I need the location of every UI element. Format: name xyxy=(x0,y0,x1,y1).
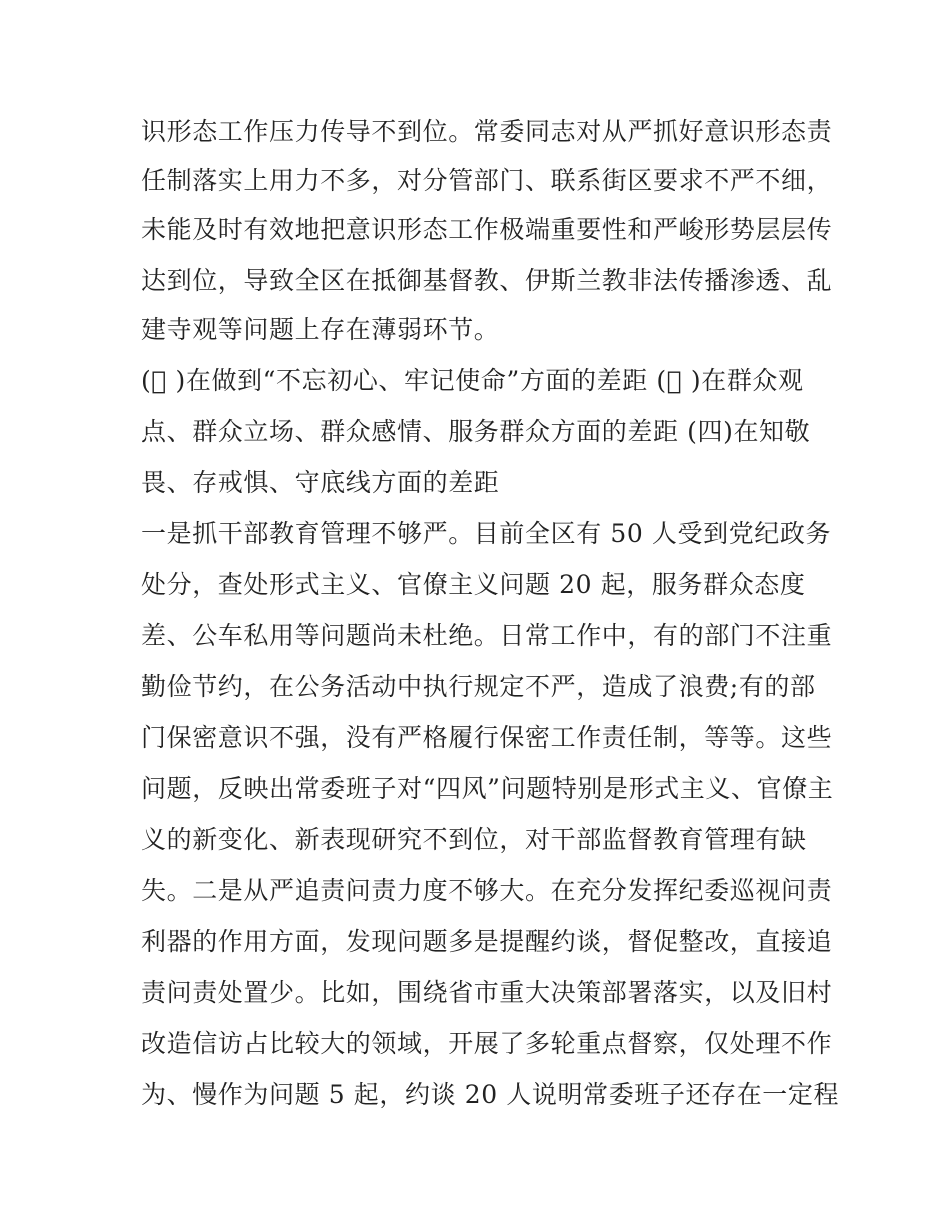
text-line: 差、公车私用等问题尚未杜绝。日常工作中，有的部门不注重 xyxy=(141,621,833,650)
text-line: 未能及时有效地把意识形态工作极端重要性和严峻形势层层传 xyxy=(141,215,833,244)
text-line: 失。二是从严追责问责力度不够大。在充分发挥纪委巡视问责 xyxy=(141,876,833,905)
text-line: 勤俭节约，在公务活动中执行规定不严，造成了浪费;有的部 xyxy=(141,672,816,701)
text-line: 门保密意识不强，没有严格履行保密工作责任制，等等。这些 xyxy=(141,723,833,752)
section-heading-line: 畏、存戒惧、守底线方面的差距 xyxy=(141,468,500,497)
text-line: 建寺观等问题上存在薄弱环节。 xyxy=(141,315,500,344)
text-line: 识形态工作压力传导不到位。常委同志对从严抓好意识形态责 xyxy=(141,117,833,146)
text-line: 任制落实上用力不多，对分管部门、联系街区要求不严不细， xyxy=(141,166,833,195)
text-line: 达到位，导致全区在抵御基督教、伊斯兰教非法传播渗透、乱 xyxy=(141,266,833,295)
text-line: 利器的作用方面，发现问题多是提醒约谈，督促整改，直接追 xyxy=(141,927,833,956)
text-line: 为、慢作为问题 5 起，约谈 20 人说明常委班子还存在一定程 xyxy=(141,1080,840,1109)
text-line: 处分，查处形式主义、官僚主义问题 20 起，服务群众态度 xyxy=(141,570,806,599)
text-line: 义的新变化、新表现研究不到位，对干部监督教育管理有缺 xyxy=(141,825,807,854)
section-heading-line: 点、群众立场、群众感情、服务群众方面的差距 (四)在知敬 xyxy=(141,417,811,446)
text-line: 改造信访占比较大的领域，开展了多轮重点督察，仅处理不作 xyxy=(141,1029,833,1058)
section-heading-line: (  )在做到“不忘初心、牢记使命”方面的差距 (  )在群众观 xyxy=(141,366,804,395)
text-line: 责问责处置少。比如，围绕省市重大决策部署落实，以及旧村 xyxy=(141,978,833,1007)
text-line: 问题，反映出常委班子对“四风”问题特别是形式主义、官僚主 xyxy=(141,774,834,803)
text-line: 一是抓干部教育管理不够严。目前全区有 50 人受到党纪政务 xyxy=(141,519,832,548)
